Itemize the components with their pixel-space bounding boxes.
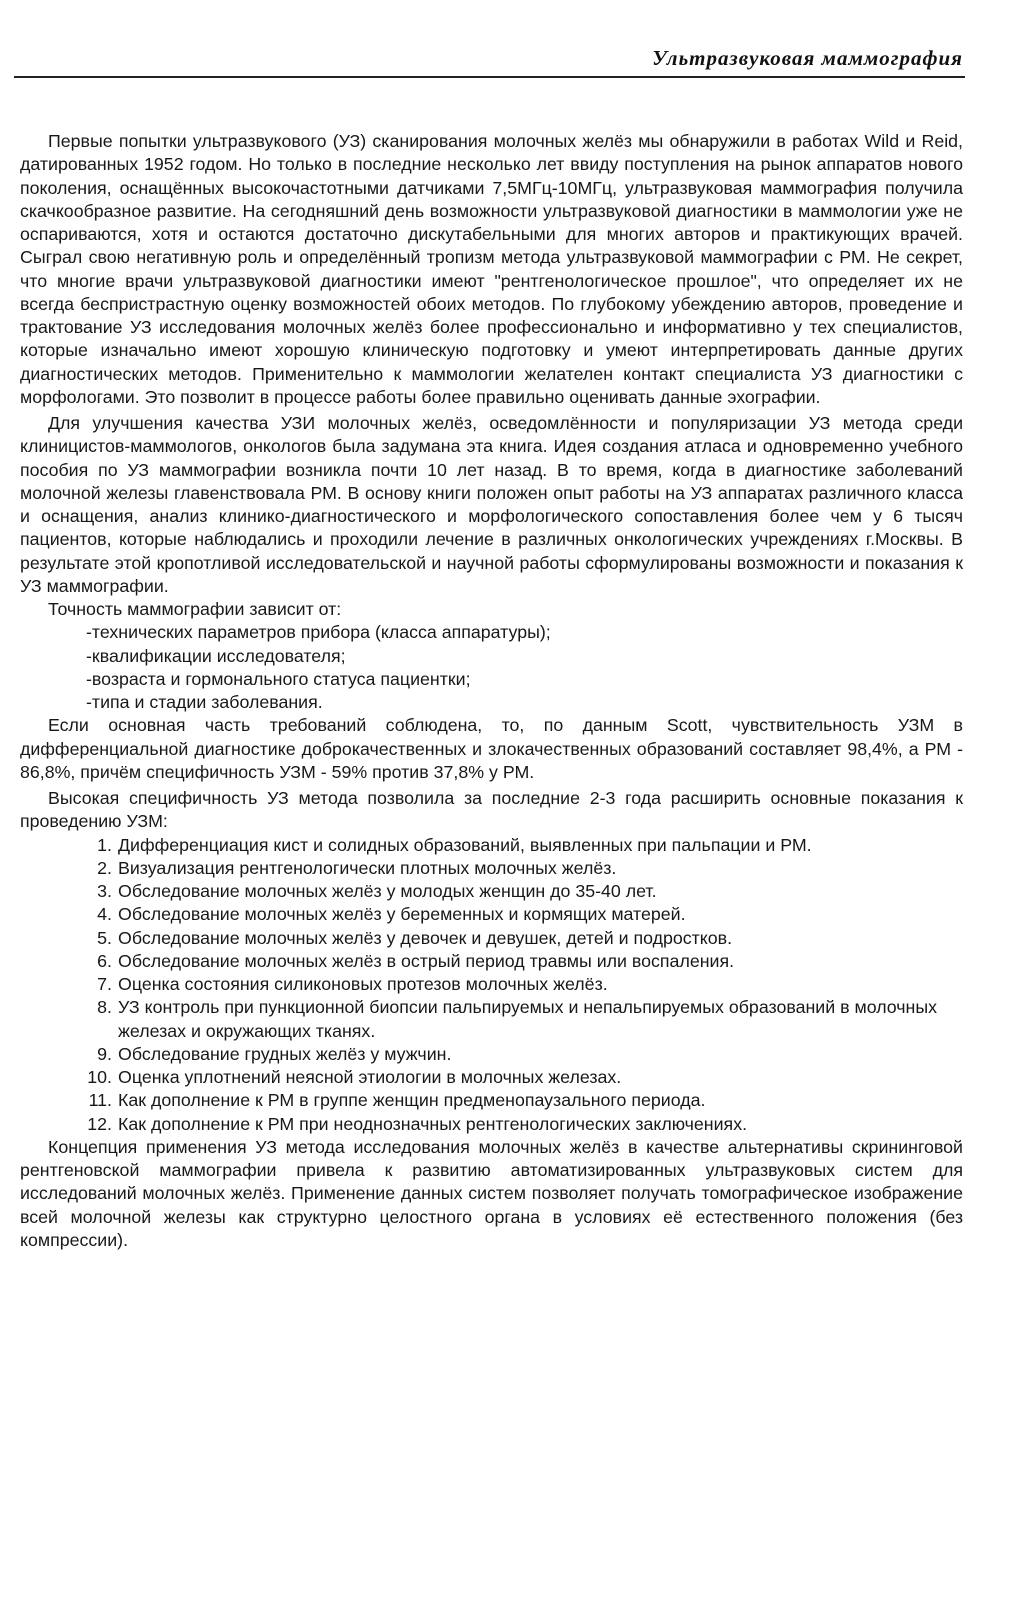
list-item: -технических параметров прибора (класса аппаратуры); bbox=[86, 622, 551, 643]
running-header bbox=[14, 40, 965, 78]
item-text: Как дополнение к РМ в группе женщин предменопаузального периода. bbox=[118, 1090, 706, 1111]
item-number: 6. bbox=[97, 950, 112, 971]
page-body bbox=[20, 130, 963, 1252]
item-number: 4. bbox=[97, 904, 112, 925]
paragraph-automated-systems: Концепция применения УЗ метода исследования молочных желёз в качестве альтернативы скрининговой рентгеновской маммографии привела к развитию автоматизированных ультразвуковых систем для исследований молочных желёз. Применение данных систем позволяет получать томографическое изображение всей молочной железы как структурно целостного органа в условиях её естественного положения (без компрессии). bbox=[20, 1136, 963, 1250]
list-item bbox=[20, 950, 963, 973]
item-text: Обследование молочных желёз в острый период травмы или воспаления. bbox=[118, 950, 735, 971]
list-item: -квалификации исследователя; bbox=[86, 645, 346, 666]
item-text: Обследование молочных желёз у молодых женщин до 35-40 лет. bbox=[118, 881, 657, 901]
item-number: 3. bbox=[97, 881, 112, 901]
list-item bbox=[20, 1066, 963, 1089]
item-text: Обследование грудных желёз у мужчин. bbox=[118, 1043, 452, 1064]
list-item: -возраста и гормонального статуса пациентки; bbox=[86, 668, 471, 689]
paragraph-sensitivity: Если основная часть требований соблюдена, то, по данным Scott, чувствительность УЗМ в дифференциальной диагностике доброкачественных и злокачественных образований составляет 98,4%, а РМ - 86,8%, причём специфичность УЗМ - 59% против 37,8% у РМ. bbox=[20, 715, 963, 782]
list-item bbox=[20, 903, 963, 926]
item-number: 10. bbox=[87, 1067, 112, 1087]
list-item bbox=[20, 1113, 963, 1136]
item-text: Обследование молочных желёз у девочек и девушек, детей и подростков. bbox=[118, 927, 733, 948]
paragraph-specificity: Высокая специфичность УЗ метода позволила за последние 2-3 года расширить основные показания к проведению УЗМ: bbox=[20, 788, 963, 832]
list-item bbox=[20, 996, 963, 1043]
accuracy-factors-list bbox=[20, 621, 963, 714]
item-number: 9. bbox=[97, 1043, 112, 1064]
list-item: -типа и стадии заболевания. bbox=[86, 692, 323, 712]
item-number: 12. bbox=[87, 1113, 112, 1134]
item-text: УЗ контроль при пункционной биопсии пальпируемых и непальпируемых образований в молочных железах и окружающих тканях. bbox=[118, 997, 938, 1041]
paragraph-intro: Первые попытки ультразвукового (УЗ) сканирования молочных желёз мы обнаружили в работах Wild и Reid, датированных 1952 годом. Но только в последние несколько лет ввиду поступления на рынок аппаратов нового поколения, оснащённых высокочастотными датчиками 7,5МГц-10МГц, ультразвуковая маммография получила скачкообразное развитие. На сегодняшний день возможности ультразвуковой диагностики в маммологии уже не оспариваются, хотя и остаются достаточно дискутабельными для многих авторов и практикующих врачей. Сыграл свою негативную роль и определённый тропизм метода ультразвуковой маммографии с РМ. Не секрет, что многие врачи ультразвуковой диагностики имеют "рентгенологическое прошлое", что определяет их не всегда беспристрастную оценку возможностей обоих методов. По глубокому убеждению авторов, проведение и трактование УЗ исследования молочных желёз более профессионально и информативно у тех специалистов, которые изначально имеют хорошую клиническую подготовку и умеют интерпретировать данные других диагностических методов. Применительно к маммологии желателен контакт специалиста УЗ диагностики с морфологами. Это позволит в процессе работы более правильно оценивать данные эхографии. bbox=[20, 131, 963, 407]
list-item bbox=[20, 1089, 963, 1112]
list-item bbox=[20, 973, 963, 996]
item-number: 5. bbox=[97, 927, 112, 948]
item-text: Дифференциация кист и солидных образований, выявленных при пальпации и РМ. bbox=[118, 834, 812, 855]
item-text: Визуализация рентгенологически плотных молочных желёз. bbox=[118, 857, 617, 878]
list-item bbox=[20, 927, 963, 950]
item-text: Как дополнение к РМ при неоднозначных рентгенологических заключениях. bbox=[118, 1113, 748, 1134]
indications-list bbox=[20, 834, 963, 1136]
item-number: 11. bbox=[88, 1090, 112, 1111]
item-number: 2. bbox=[97, 857, 112, 878]
accuracy-factors-heading: Точность маммографии зависит от: bbox=[48, 599, 342, 619]
paragraph-book-purpose: Для улучшения качества УЗИ молочных желёз, осведомлённости и популяризации УЗ метода среди клиницистов-маммологов, онкологов была задумана эта книга. Идея создания атласа и одновременно учебного пособия по УЗ маммографии возникла почти 10 лет назад. В то время, когда в диагностике заболеваний молочной железы главенствовала РМ. В основу книги положен опыт работы на УЗ аппаратах различного класса и оснащения, анализ клинико-диагностического и морфологического сопоставления более чем у 6 тысяч пациентов, которые наблюдались и проходили лечение в различных онкологических учреждениях г.Москвы. В результате этой кропотливой исследовательской и научной работы сформулированы возможности и показания к УЗ маммографии. bbox=[20, 413, 963, 596]
header-title: Ультразвуковая маммография bbox=[652, 46, 963, 70]
item-number: 7. bbox=[97, 974, 112, 994]
list-item bbox=[20, 857, 963, 880]
item-text: Оценка состояния силиконовых протезов молочных желёз. bbox=[118, 974, 608, 994]
item-text: Оценка уплотнений неясной этиологии в молочных железах. bbox=[118, 1067, 622, 1087]
item-number: 1. bbox=[97, 834, 112, 855]
list-item bbox=[20, 1043, 963, 1066]
item-number: 8. bbox=[97, 997, 112, 1018]
item-text: Обследование молочных желёз у беременных и кормящих матерей. bbox=[118, 904, 686, 925]
list-item bbox=[20, 834, 963, 857]
list-item bbox=[20, 880, 963, 903]
